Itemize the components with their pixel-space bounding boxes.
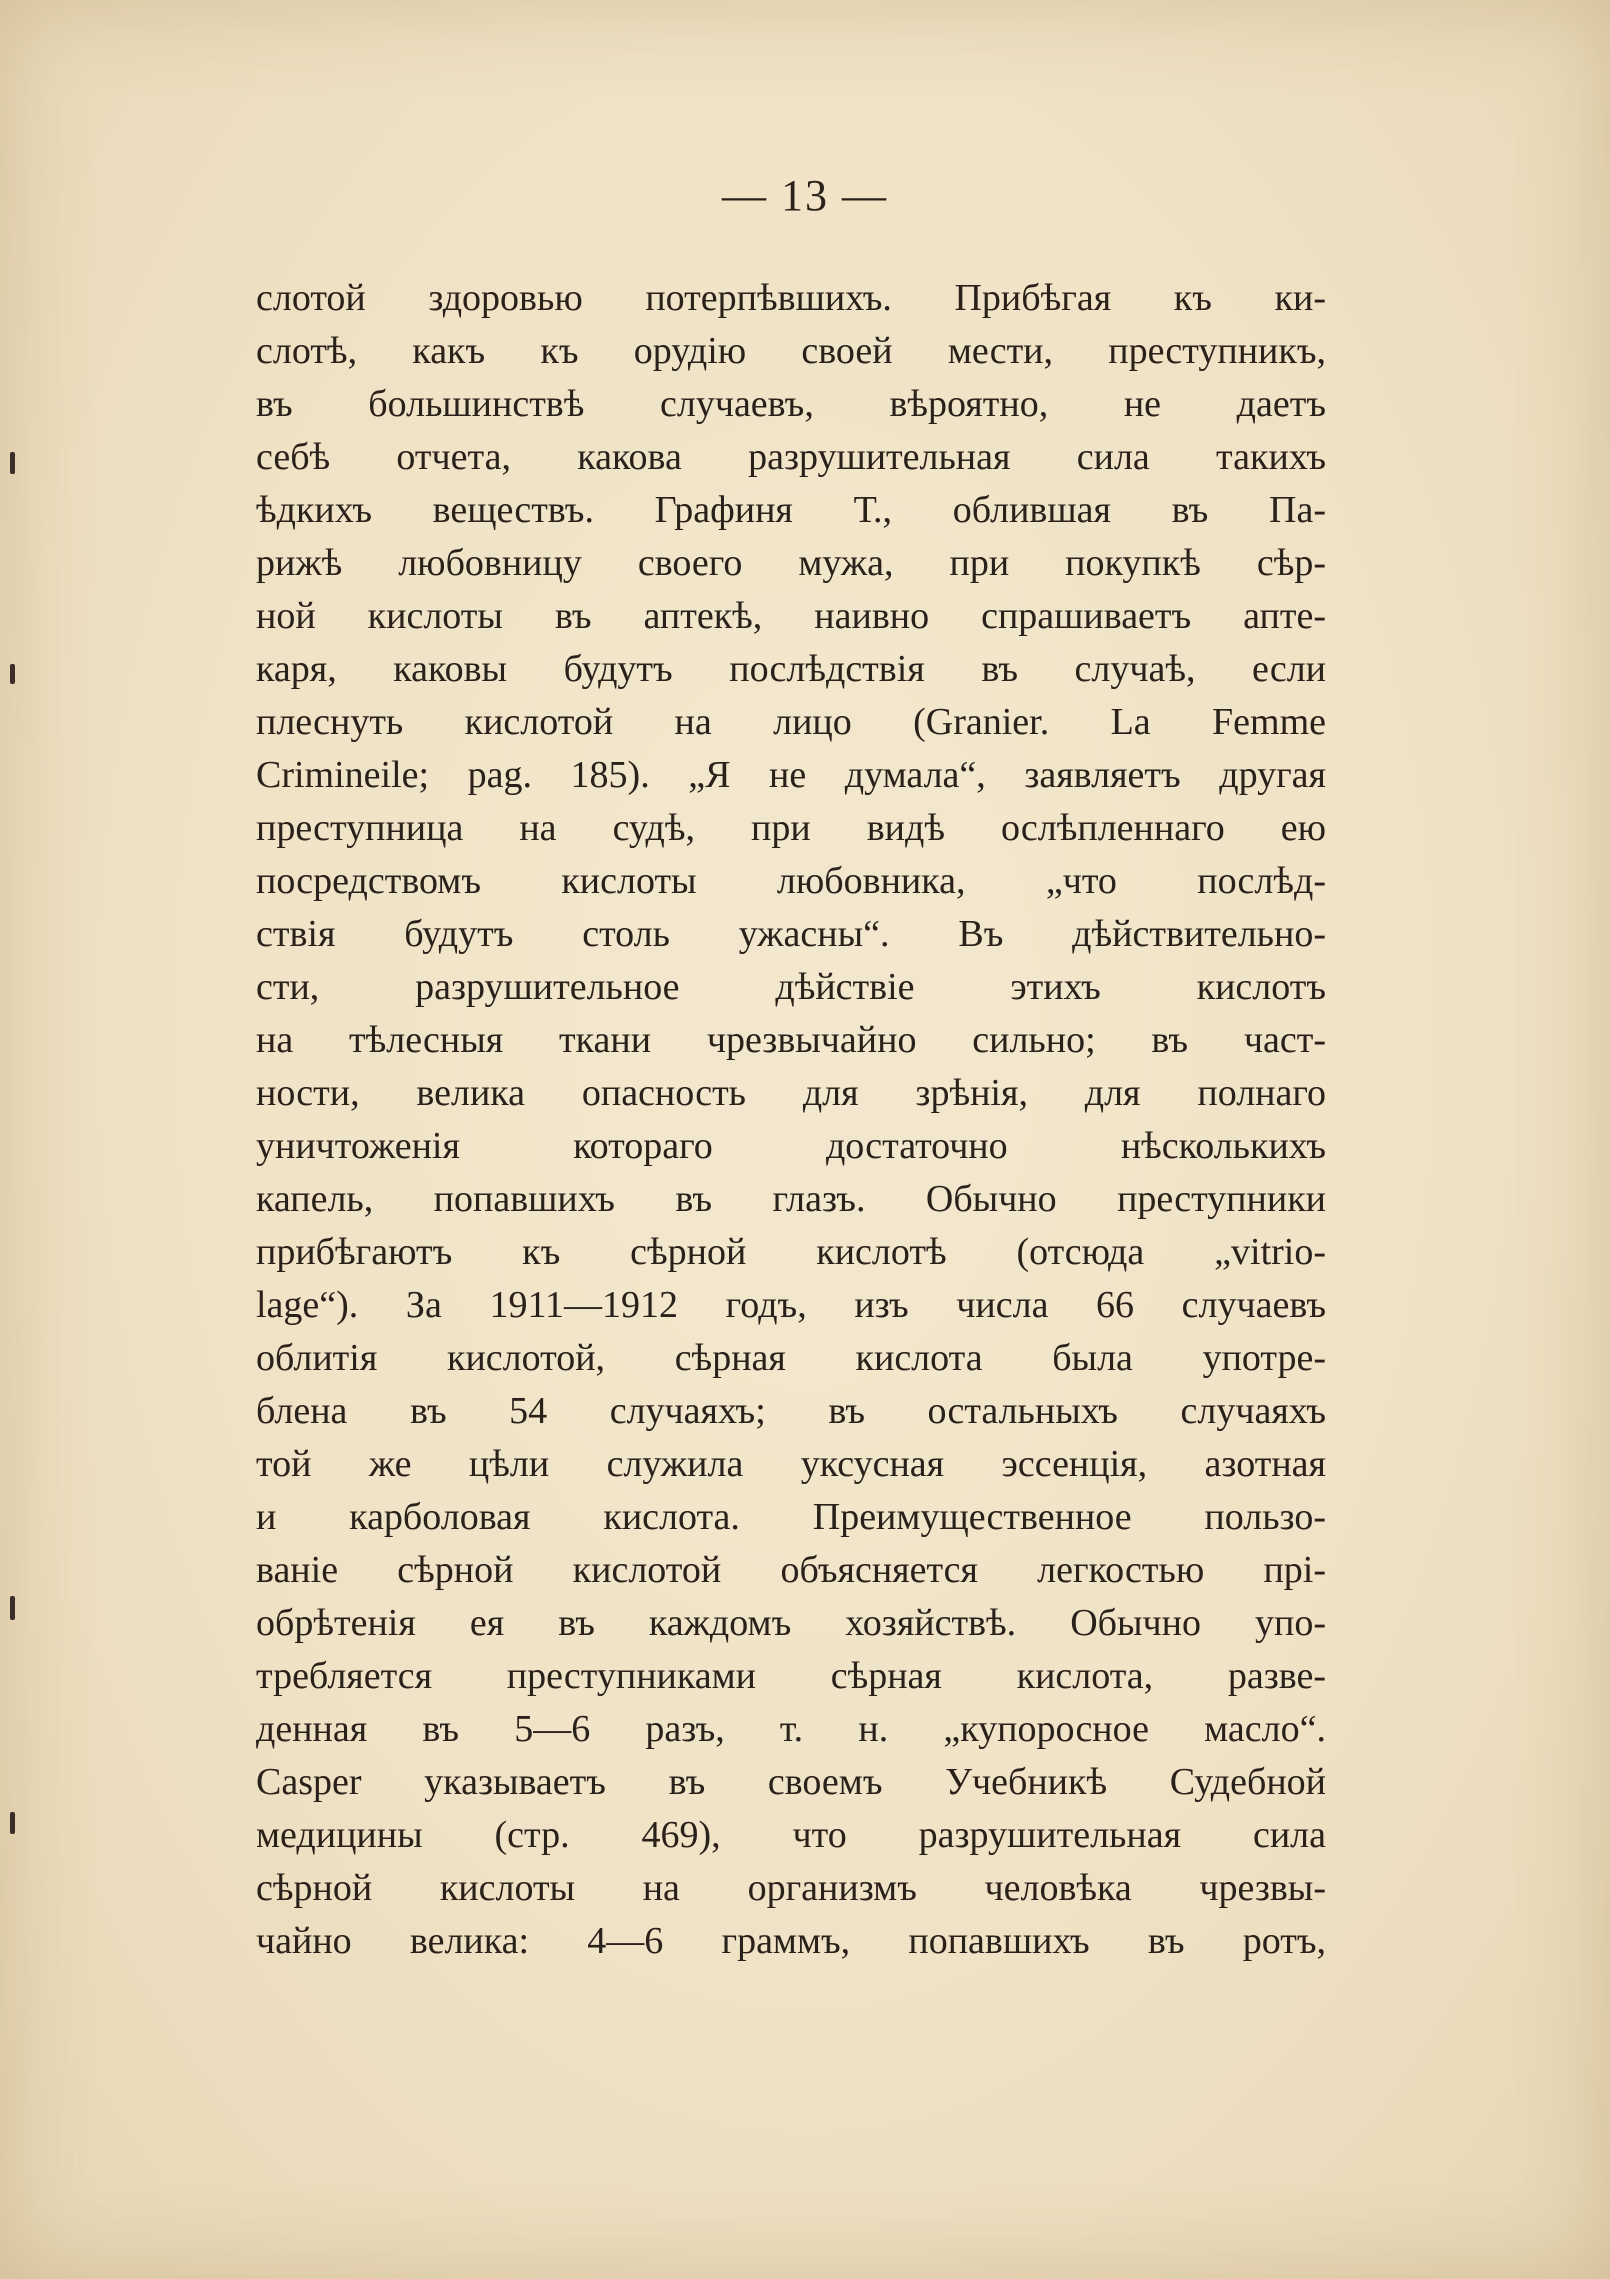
text-line: Crimineile; pag. 185). „Я не думала“, заявляетъ другая <box>256 754 1326 796</box>
margin-mark <box>10 1596 15 1620</box>
text-line: сѣрной кислоты на организмъ человѣка чрезвы- <box>256 1867 1326 1909</box>
text-line: слотой здоровью потерпѣвшихъ. Прибѣгая къ ки- <box>256 277 1326 319</box>
text-line: въ большинствѣ случаевъ, вѣроятно, не даетъ <box>256 383 1326 425</box>
text-line: той же цѣли служила уксусная эссенція, азотная <box>256 1443 1326 1485</box>
text-line: чайно велика: 4—6 граммъ, попавшихъ въ ротъ, <box>256 1920 1326 1962</box>
page-number: — 13 — <box>722 171 888 220</box>
text-line: ваніе сѣрной кислотой объясняется легкостью прі- <box>256 1549 1326 1591</box>
body-text <box>256 272 1326 1968</box>
text-line: облитія кислотой, сѣрная кислота была употре- <box>256 1337 1326 1379</box>
text-line: медицины (стр. 469), что разрушительная сила <box>256 1814 1326 1856</box>
margin-mark <box>10 452 15 474</box>
text-line: себѣ отчета, какова разрушительная сила такихъ <box>256 436 1326 478</box>
text-line: ности, велика опасность для зрѣнія, для полнаго <box>256 1072 1326 1114</box>
text-line: сти, разрушительное дѣйствіе этихъ кислотъ <box>256 966 1326 1008</box>
text-line: плеснуть кислотой на лицо (Granier. La Femme <box>256 701 1326 743</box>
text-line: и карболовая кислота. Преимущественное пользо- <box>256 1496 1326 1538</box>
text-line: на тѣлесныя ткани чрезвычайно сильно; въ част- <box>256 1019 1326 1061</box>
text-line: слотѣ, какъ къ орудію своей мести, преступникъ, <box>256 330 1326 372</box>
text-line: уничтоженія котораго достаточно нѣсколькихъ <box>256 1125 1326 1167</box>
text-line: требляется преступниками сѣрная кислота, разве- <box>256 1655 1326 1697</box>
text-line: каря, каковы будутъ послѣдствія въ случаѣ, если <box>256 648 1326 690</box>
text-line: прибѣгаютъ къ сѣрной кислотѣ (отсюда „vitrio- <box>256 1231 1326 1273</box>
text-line: lage“). За 1911—1912 годъ, изъ числа 66 случаевъ <box>256 1284 1326 1326</box>
margin-mark <box>10 664 15 684</box>
text-line: преступница на судѣ, при видѣ ослѣпленнаго ею <box>256 807 1326 849</box>
text-line: денная въ 5—6 разъ, т. н. „купоросное масло“. <box>256 1708 1326 1750</box>
text-line: рижѣ любовницу своего мужа, при покупкѣ сѣр- <box>256 542 1326 584</box>
text-line: блена въ 54 случаяхъ; въ остальныхъ случаяхъ <box>256 1390 1326 1432</box>
text-line: ствія будутъ столь ужасны“. Въ дѣйствительно- <box>256 913 1326 955</box>
text-line: ѣдкихъ веществъ. Графиня Т., облившая въ Па- <box>256 489 1326 531</box>
text-line: ной кислоты въ аптекѣ, наивно спрашиваетъ апте- <box>256 595 1326 637</box>
text-line: капель, попавшихъ въ глазъ. Обычно преступники <box>256 1178 1326 1220</box>
text-line: посредствомъ кислоты любовника, „что послѣд- <box>256 860 1326 902</box>
margin-mark <box>10 1812 15 1834</box>
text-line: обрѣтенія ея въ каждомъ хозяйствѣ. Обычно упо- <box>256 1602 1326 1644</box>
text-line: Casper указываетъ въ своемъ Учебникѣ Судебной <box>256 1761 1326 1803</box>
